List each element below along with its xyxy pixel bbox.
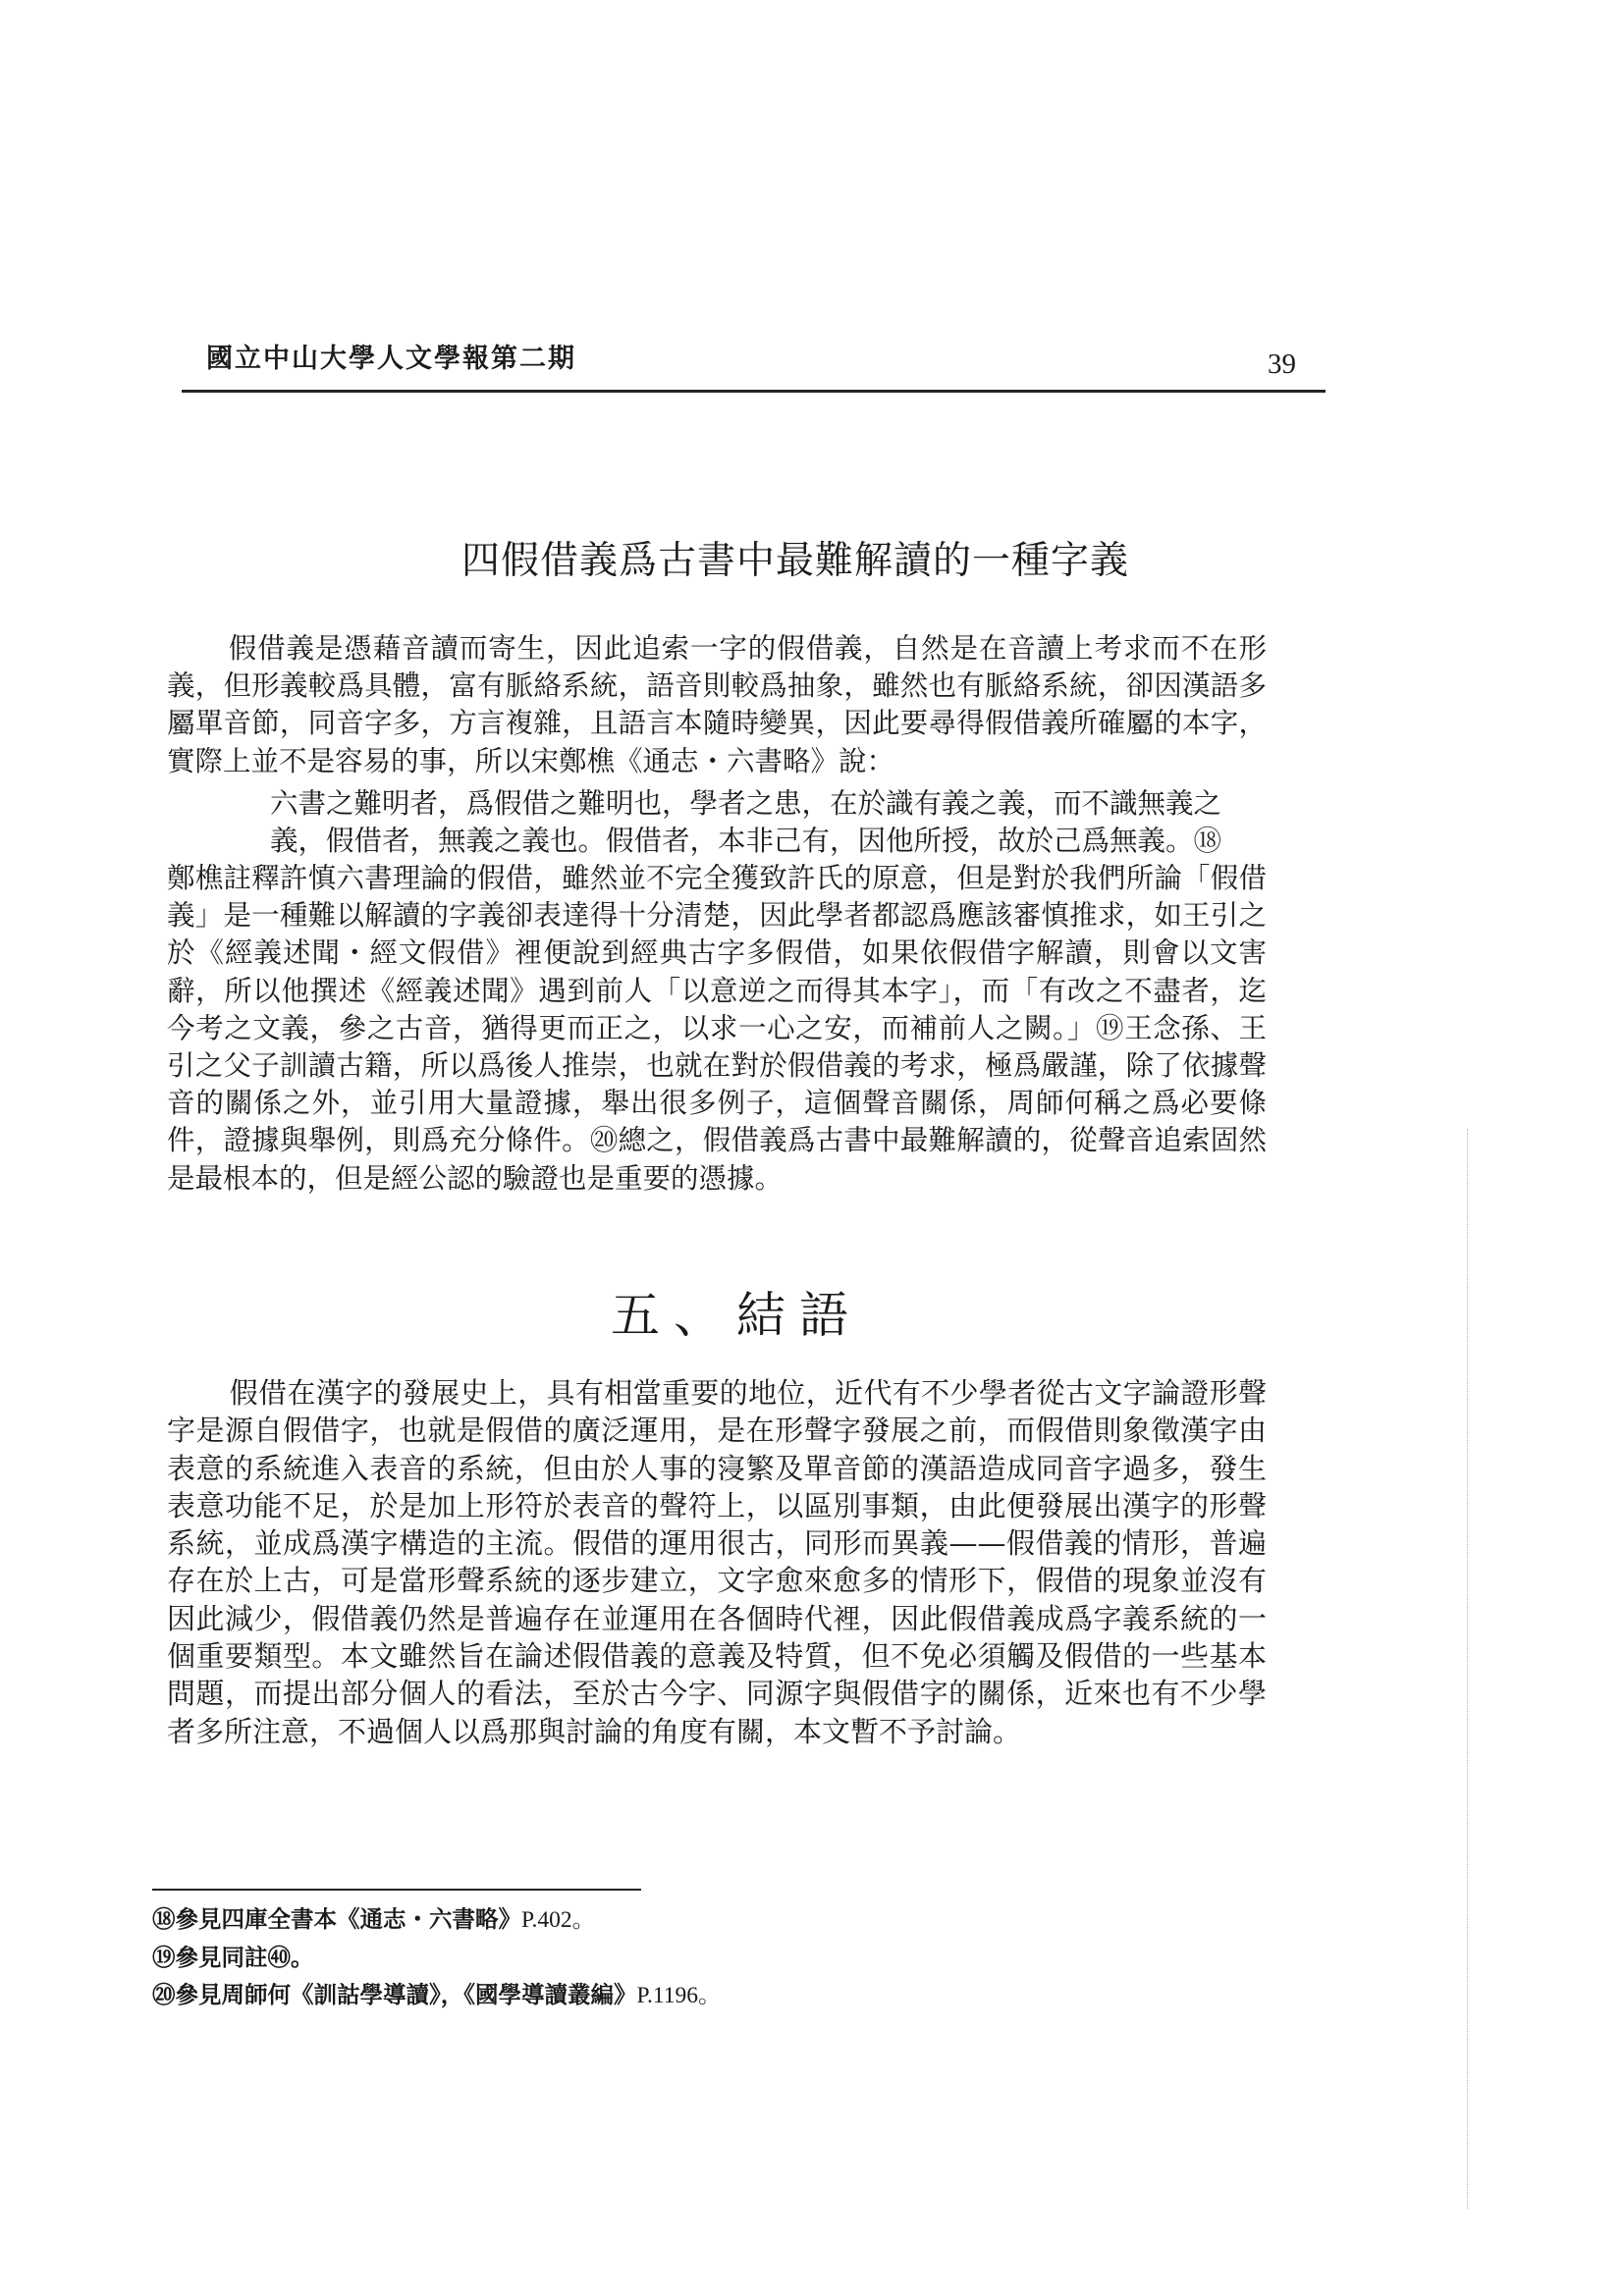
- section-4-paragraph-1: [167, 630, 1267, 780]
- section-5-paragraph: [167, 1374, 1267, 1750]
- page-number: 39: [1268, 348, 1296, 380]
- running-header: [182, 329, 1326, 393]
- footnote-text: 參見同註㊵。: [175, 1944, 314, 1971]
- footnote-mark: ⑳: [152, 1981, 176, 2008]
- paragraph-text: 假借義是憑藉音讀而寄生，因此追索一字的假借義，自然是在音讀上考求而不在形義，但形義較爲具體，富有脈絡系統，語音則較爲抽象，雖然也有脈絡系統，卻因漢語多屬單音節，同音字多，方言複雜，且語言本隨時變異，因此要尋得假借義所確屬的本字，實際上並不是容易的事，所以宋鄭樵《通志・六書略》說：: [167, 632, 1267, 777]
- journal-title: 國立中山大學人文學報第二期: [206, 344, 576, 374]
- footnote-69: [152, 1939, 314, 1972]
- paragraph-text: 鄭樵註釋許慎六書理論的假借，雖然並不完全獲致許氏的原意，但是對於我們所論「假借義」是一種難以解讀的字義卻表達得十分清楚，因此學者都認爲應該審慎推求，如王引之於《經義述聞・經文假借》裡便說到經典古字多假借，如果依假借字解讀，則會以文害辭，所以他撰述《經義述聞》遇到前人「以意逆之而得其本字」，而「有改之不盡者，迄今考之文義，參之古音，猶得更而正之，以求一心之安，而補前人之闕。」⑲王念孫、王引之父子訓讀古籍，所以爲後人推崇，也就在對於假借義的考求，極爲嚴謹，除了依據聲音的關係之外，並引用大量證據，舉出很多例子，這個聲音關係，周師何稱之爲必要條件，證據與舉例，則爲充分條件。⑳總之，假借義爲古書中最難解讀的，從聲音追索固然是最根本的，但是經公認的驗證也是重要的憑據。: [167, 862, 1267, 1195]
- footnote-page-ref: P.402。: [521, 1907, 596, 1933]
- footnote-text: 參見四庫全書本《通志・六書略》: [175, 1905, 521, 1933]
- footnote-divider: [152, 1889, 641, 1891]
- footnote-page-ref: P.1196。: [636, 1983, 722, 2008]
- section-4-paragraph-2: [167, 860, 1267, 1198]
- paragraph-text: 假借在漢字的發展史上，具有相當重要的地位，近代有不少學者從古文字論證形聲字是源自假借字，也就是假借的廣泛運用，是在形聲字發展之前，而假借則象徵漢字由表意的系統進入表音的系統，但由於人事的寖繁及單音節的漢語造成同音字過多，發生表意功能不足，於是加上形符於表音的聲符上，以區別事類，由此便發展出漢字的形聲系統，並成爲漢字構造的主流。假借的運用很古，同形而異義——假借義的情形，普遍存在於上古，可是當形聲系統的逐步建立，文字愈來愈多的情形下，假借的現象並沒有因此減少，假借義仍然是普遍存在並運用在各個時代裡，因此假借義成爲字義系統的一個重要類型。本文雖然旨在論述假借義的意義及特質，但不免必須觸及假借的一些基本問題，而提出部分個人的看法，至於古今字、同源字與假借字的關係，近來也有不少學者多所注意，不過個人以爲那與討論的角度有關，本文暫不予討論。: [167, 1376, 1267, 1748]
- section-4-title: 四假借義爲古書中最難解讀的一種字義: [461, 539, 1130, 583]
- footnote-mark: ⑲: [152, 1944, 176, 1971]
- block-quote: 六書之難明者，爲假借之難明也，學者之患，在於識有義之義，而不識無義之義，假借者，無義之義也。假借者，本非己有，因他所授，故於己爲無義。⑱: [270, 787, 1222, 858]
- scan-edge-mark: [1467, 1129, 1468, 2209]
- footnote-text: 參見周師何《訓詁學導讀》，《國學導讀叢編》: [175, 1981, 637, 2008]
- footnote-70: [152, 1976, 721, 2009]
- footnote-mark: ⑱: [152, 1905, 176, 1933]
- footnote-68: [152, 1900, 595, 1934]
- section-5-title: 五、結語: [611, 1287, 862, 1344]
